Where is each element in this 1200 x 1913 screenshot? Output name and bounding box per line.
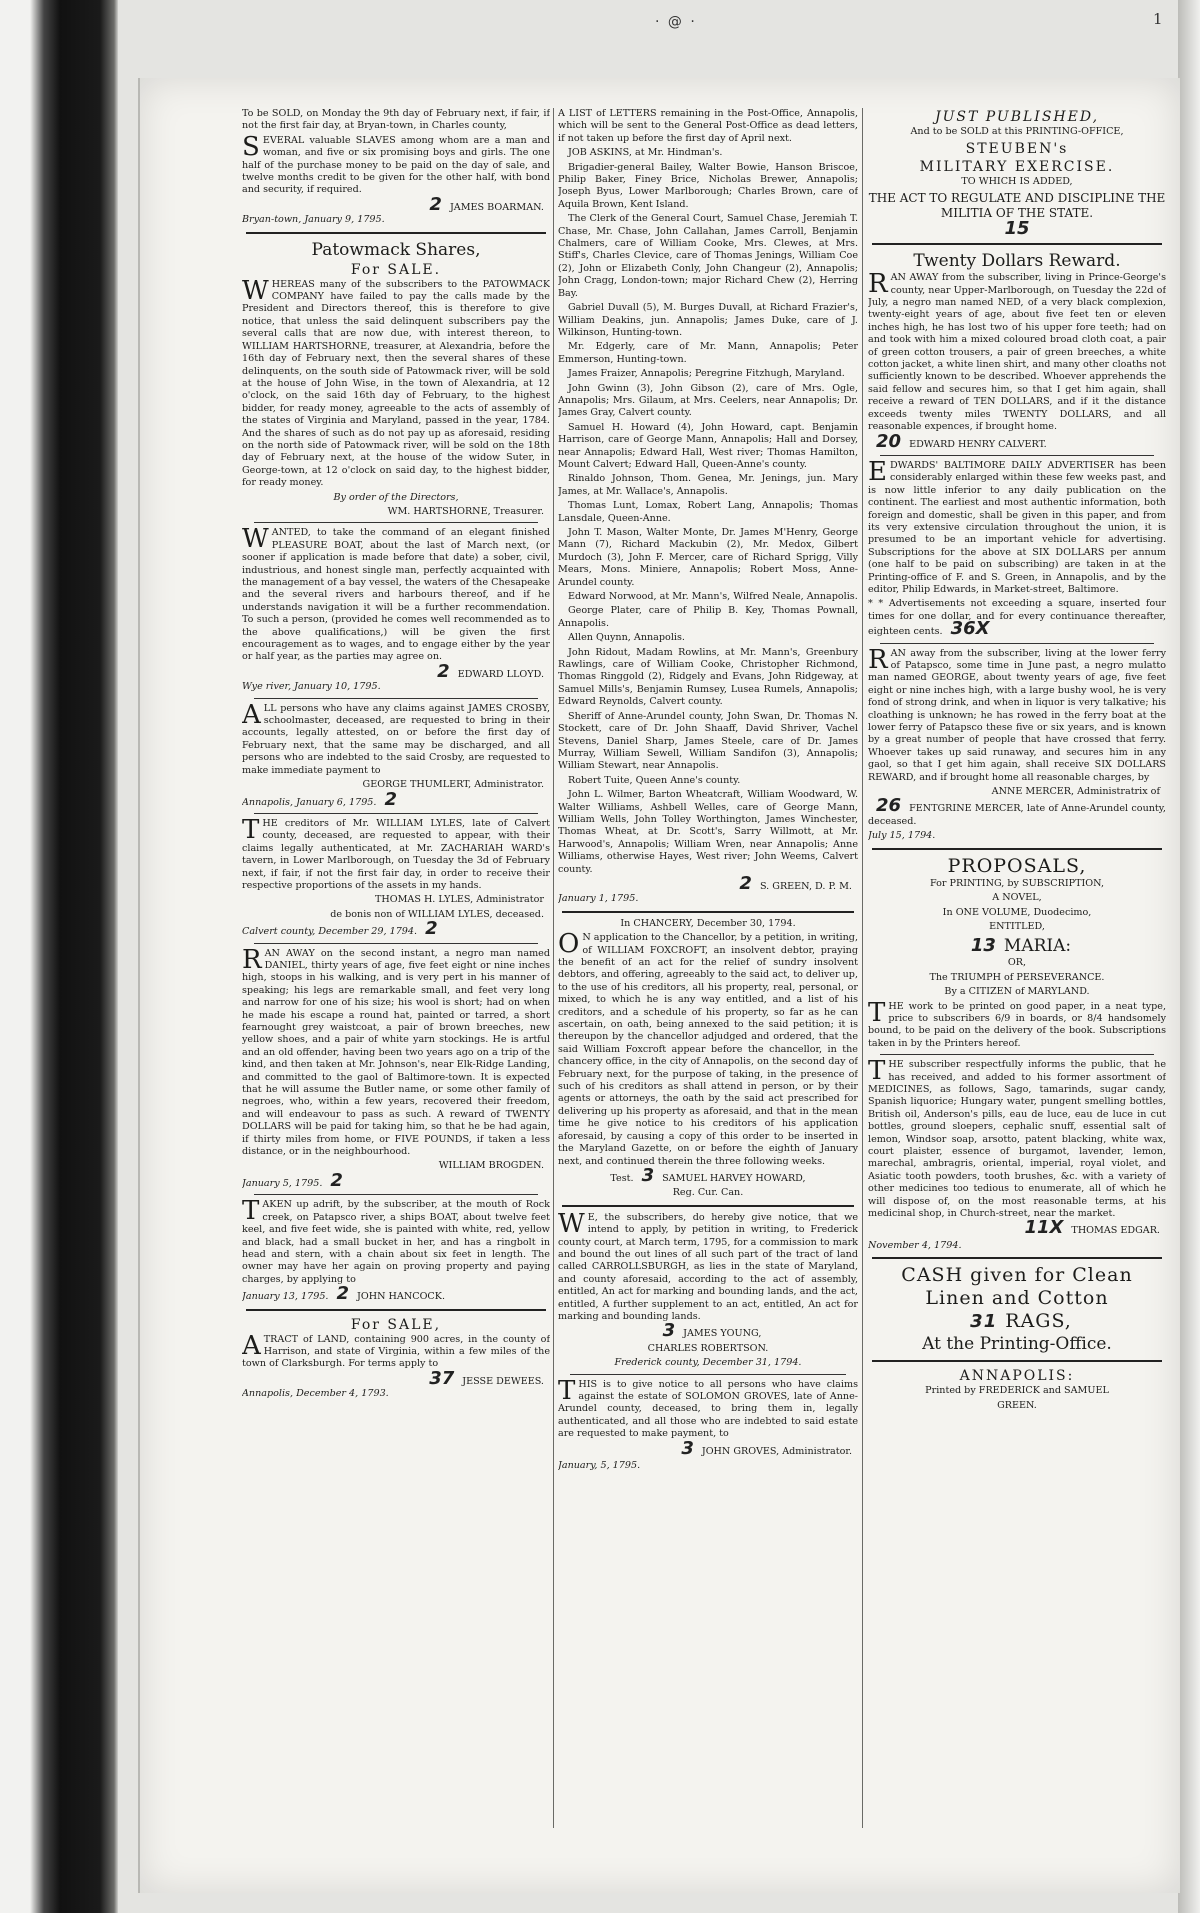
divider [254,943,538,944]
ad-cash-for-rags [868,1264,1166,1355]
imprint-line: GREEN. [997,1399,1037,1411]
dateline: July 15, 1794. [868,830,936,842]
handwritten-mark: 2 [384,788,397,810]
signature: JAMES YOUNG, [683,1328,762,1340]
divider [872,243,1162,245]
dateline: Frederick county, December 31, 1794. [614,1357,802,1369]
ad-steuben-exercise [868,108,1166,238]
dateline: January 1, 1795. [558,893,639,905]
ad-line: MARIA: [1003,936,1072,957]
ad-line: Linen and Cotton [925,1287,1109,1310]
handwritten-mark: 2 [330,1169,343,1191]
divider [872,1257,1162,1259]
letter-entry: Rinaldo Johnson, Thom. Genea, Mr. Jenings, jun. Mary James, at Mr. Wallace's, Annapolis. [558,473,858,497]
ad-boarman-slaves [242,108,550,227]
divider [562,911,854,913]
signature: WILLIAM BROGDEN. [438,1160,544,1172]
ad-line: ENTITLED, [989,920,1045,932]
handwritten-mark: 2 [739,872,752,894]
letter-entry: Samuel H. Howard (4), John Howard, capt. Benjamin Harrison, care of George Mann, Annapolis; Hall and Dorsey, near Annapolis; Edward Hall, West river; Thomas Hamilton, Mount Calvert; Edward Hall, Queen-Anne's county. [558,421,858,470]
ad-crosby-estate [242,699,550,810]
imprint-line: ANNAPOLIS: [959,1368,1075,1385]
ad-body: THE creditors of Mr. WILLIAM LYLES, late of Calvert county, deceased, are requested to appear, with their claims legally authenticated, at Mr. ZACHARIAH WARD's tavern, in Lower Marlborough, on Tuesday the 3d of February next, if fair, if not the first fair day, in order to receive their respective proportions of the assets in my hands. [242,814,550,891]
handwritten-mark: 2 [437,660,450,682]
handwritten-mark: 2 [429,193,442,215]
ad-body: ATRACT of LAND, containing 900 acres, in the county of Harrison, and state of Virginia, within a few miles of the town of Clarksburgh. For terms apply to [242,1330,550,1370]
dateline: November 4, 1794. [868,1239,962,1251]
page-number: 1 [1153,10,1163,28]
handwritten-mark: 26 [876,795,902,817]
ad-edwards-advertiser [868,456,1166,640]
scan-right-margin [1178,0,1200,1913]
letter-entry: James Fraizer, Annapolis; Peregrine Fitzhugh, Maryland. [568,368,845,380]
ad-title: For SALE, [350,1316,442,1333]
scan-left-margin [0,0,118,1913]
divider [246,232,546,234]
ad-line: For PRINTING, by SUBSCRIPTION, [930,877,1104,889]
handwritten-mark: 3 [662,1320,676,1342]
signature: EDWARD LLOYD. [457,668,544,680]
ad-title: A LIST of LETTERS remaining in the Post-Office, Annapolis, which will be sent to the General Post-Office as dead letters, if not taken up before the first day of April next. [558,108,858,144]
letter-entry: John Ridout, Madam Rowlins, at Mr. Mann's, Greenbury Rawlings, care of William Cooke, Christopher Richmond, Thomas Ringgold (2), Ridgely and Evans, John Ridgeway, at Samuel Mills's, Benjamin Rumsey, Lusea Rumels, Annapolis; Edward Reynolds, Calvert county. [558,646,858,708]
signature-line-2: FENTGRINE MERCER, late of Anne-Arundel county, deceased. [868,803,1166,827]
ad-carrollsburgh [558,1208,858,1370]
dateline: Bryan-town, January 9, 1795. [242,214,385,226]
signature: SAMUEL HARVEY HOWARD, [662,1172,806,1184]
ad-line: At the Printing-Office. [922,1334,1112,1355]
letter-entry: Brigadier-general Bailey, Walter Bowie, Hanson Briscoe, Philip Baker, Finey Brice, Nicholas Brewer, Annapolis; Joseph Byus, Lower Marlborough; Charles Brown, care of Aquila Brown, Kent Island. [558,161,858,210]
ad-subtitle: For SALE. [350,261,442,278]
handwritten-mark: 37 [429,1367,455,1389]
dateline: January 13, 1795. [242,1291,329,1303]
ad-dewees-land [242,1316,550,1401]
ad-line: In ONE VOLUME, Duodecimo, [942,906,1092,918]
dateline: Annapolis, December 4, 1793. [242,1388,389,1400]
divider [570,1374,846,1375]
ad-body: TAKEN up adrift, by the subscriber, at the mouth of Rock creek, on Patapsco river, a ships BOAT, about twelve feet keel, and five feet wide, she is painted with white, red, yellow and black, had a small bucket in her, and has a ringbolt in head and stern, with a chain about six feet in length. The owner may have her again on proving property and paying charges, by applying to [242,1196,550,1285]
signature: THOMAS H. LYLES, Administrator [374,894,544,906]
ad-letter-list [558,108,858,906]
divider [254,522,538,523]
divider [254,698,538,699]
signature: JAMES BOARMAN. [449,201,544,213]
signature: GEORGE THUMLERT, Administrator. [362,779,544,791]
ad-body: RAN away from the subscriber, living at the lower ferry of Patapsco, some time in June past, a negro mulatto man named GEORGE, about twenty years of age, five feet eight or nine inches high, with a large bushy wool, he is very fond of strong drink, and when in liquor is very talkative; his cloathing is unknown; he has rowed in the ferry boat at the lower ferry of Patapsco these five or six years, and is known by a great number of people that have crossed that ferry. Whoever takes up said runaway, and secures him in any gaol, so that I get him again, shall receive SIX DOLLARS REWARD, and if brought home all reasonable charges, by [868,644,1166,783]
ad-line: THE ACT TO REGULATE AND DISCIPLINE THE MILITIA OF THE STATE. [868,190,1166,220]
ad-body: WE, the subscribers, do hereby give notice, that we intend to apply, by petition in writing, to Frederick county court, at March term, 1795, for a commission to mark and bound the out lines of all such part of the tract of land called CARROLLSBURGH, as lies in the state of Maryland, and county aforesaid, according to the act of assembly, entitled, An act for marking and bounding lands, and the act, entitled, A further supplement to an act, entitled, An act for marking and bounding lands. [558,1208,858,1322]
ad-maria-novel [868,855,1166,1050]
letter-entry: Thomas Lunt, Lomax, Robert Lang, Annapolis; Thomas Lansdale, Queen-Anne. [558,500,858,524]
imprint [868,1367,1166,1412]
ad-body: SEVERAL valuable SLAVES among whom are a man and woman, and five or six promising boys and girls. The one half of the purchase money to be paid on the day of sale, and twelve months credit to be given for the other half, with bond and security, if required. [242,131,550,196]
ad-lyles-creditors [242,814,550,940]
ad-title: PROPOSALS, [947,854,1087,877]
letter-entry: John T. Mason, Walter Monte, Dr. James M'Henry, George Mann (7), Richard Mackubin (2), Mr. Medox, Gilbert Murdoch (3), John F. Mercer, care of Richard Sprigg, Villy Mears, Mons. Miniere, Annapolis; Robert Moss, Anne-Arundel county. [558,527,858,588]
signature-line-2: de bonis non of WILLIAM LYLES, deceased. [330,908,544,920]
letter-entry: Sheriff of Anne-Arundel county, John Swan, Dr. Thomas N. Stockett, care of Dr. John Shaaff, David Shriver, Vachel Stevens, Daniel Sharp, James Steele, care of Dr. James Murray, William Sewell, William Sandifon (3), Annapolis; William Stewart, near Annapolis. [558,710,858,772]
divider [562,1205,854,1207]
dateline: Wye river, January 10, 1795. [242,681,381,693]
column-rule [862,108,863,1828]
letter-entry: John L. Wilmer, Barton Wheatcraft, William Woodward, W. Walter Williams, Ashbell Welles, care of George Mann, William Wells, John Tolley Worthington, James Winchester, Thomas Wheat, at Dr. Scott's, Sarry Willmott, at Mr. Harwood's, Annapolis; William Wren, near Annapolis; Anne Williams, otherwise Hayes, West river; John Weems, Calvert county. [558,789,858,875]
ad-line: RAGS, [1005,1310,1072,1333]
ad-body: THIS is to give notice to all persons who have claims against the estate of SOLOMON GROVES, late of Anne-Arundel county, deceased, to bring them in, legally authenticated, and all those who are indebted to said estate are requested to make payment, to [558,1375,858,1440]
letter-entries [558,147,858,876]
ad-body: WHEREAS many of the subscribers to the PATOWMACK COMPANY have failed to pay the calls made by the President and Directors thereof, this is therefore to give notice, that unless the said delinquent subscribers pay the several calls that are now due, with interest thereon, to WILLIAM HARTSHORNE, treasurer, at Alexandria, before the 16th day of February next, then the several shares of these delinquents, on the south side of Patowmack river, will be sold at the house of John Wise, in the town of Alexandria, at 12 o'clock, on the said 16th day of February, to the highest bidder, for ready money, agreeable to the acts of assembly of the states of Virginia and Maryland, passed in the year, 1784. And the shares of such as do not pay up as aforesaid, residing on the north side of Patowmack river, will be sold on the 18th day of February next, at the house of the widow Suter, in George-town, at 12 o'clock on said day, to the highest bidder, for ready money. [242,275,550,489]
dateline: January 5, 1795. [242,1177,323,1189]
ad-hancock-boat [242,1196,550,1305]
handwritten-mark: 11X [1024,1217,1064,1239]
handwritten-mark: 2 [336,1283,350,1305]
ad-line: And to be SOLD at this PRINTING-OFFICE, [910,126,1124,137]
letter-entry: Gabriel Duvall (5), M. Burges Duvall, at Richard Frazier's, William Deakins, jun. Annapolis; James Duke, care of J. Wilkinson, Hunting-town. [558,302,858,338]
divider [246,1309,546,1311]
letter-entry: Robert Tuite, Queen Anne's county. [568,774,741,786]
handwritten-mark: 2 [425,918,438,940]
dateline: Annapolis, January 6, 1795. [242,796,377,808]
signature-line-2: CHARLES ROBERTSON. [647,1342,769,1354]
ad-title: JUST PUBLISHED, [934,109,1100,125]
ad-intro: To be SOLD, on Monday the 9th day of February next, if fair, if not the first fair day, at Bryan-town, in Charles county, [242,108,550,132]
ad-body: RAN AWAY on the second instant, a negro man named DANIEL, thirty years of age, five feet eight or nine inches high, stoops in his walking, and is very pert in his manner of speaking; his legs are remarkable small, and feet very long and narrow for one of his size; his wool is short; had on when he made his escape a round hat, painted or tarred, a short fearnought grey waistcoat, a pair of brown breeches, new yellow shoes, and a pair of white yarn stockings. He is artful and an old offender, having been two years ago on a trip of the kind, and then taken at Mr. Johnson's, near Elk-Ridge Landing, and committed to the gaol of Baltimore-town. It is expected that he will assume the Butler name, or some other family of negroes, who, within a few years, recovered their freedom, and will endeavour to pass as such. A reward of TWENTY DOLLARS will be paid for taking him, so that he be had again, if thirty miles from home, or FIVE POUNDS, if taken a less distance, or in the neighbourhood. [242,944,550,1158]
letter-entry: The Clerk of the General Court, Samuel Chase, Jeremiah T. Chase, Mr. Chase, John Callahan, James Carroll, Benjamin Chalmers, care of William Cooke, Mrs. Clewes, at Mrs. Stiff's, Charles Clevice, care of Thomas Jenings, William Coe (2), John or Elizabeth Conly, John Changeur (2), Annapolis; John Cragg, London-town; major Richard Chew (2), Herring Bay. [558,213,858,299]
ad-edgar-medicines [868,1056,1166,1252]
column-2 [558,108,858,1828]
ad-title: Twenty Dollars Reward. [913,251,1121,272]
ad-line: STEUBEN's [965,141,1069,158]
divider [880,455,1154,456]
signature: JOHN GROVES, Administrator. [701,1445,852,1457]
signature: THOMAS EDGAR. [1071,1225,1160,1237]
ad-line: MILITARY EXERCISE. [919,159,1115,176]
ad-line: A NOVEL, [992,892,1042,904]
divider [872,1360,1162,1362]
divider [880,643,1154,644]
ad-line: CASH given for Clean [901,1264,1133,1287]
divider [880,1054,1154,1055]
handwritten-mark: 36X [950,618,990,640]
ad-brogden-runaway [242,944,550,1191]
handwritten-mark: 13 [970,935,996,957]
ad-heading: In CHANCERY, December 30, 1794. [620,917,796,929]
ad-body: THE work to be printed on good paper, in a neat type, price to subscribers 6/9 in boards, or 8/4 handsomely bound, to be paid on the delivery of the book. Subscriptions taken in by the Printers hereof. [868,997,1166,1049]
ad-order: By order of the Directors, [333,491,459,503]
ad-title: Patowmack Shares, [311,239,481,260]
divider [254,813,538,814]
handwritten-mark: 31 [970,1311,998,1333]
ad-note: * * Advertisements not exceeding a square, inserted four times for one dollar, and for every continuance thereafter, eighteen cents. [868,598,1166,638]
letter-entry: Allen Quynn, Annapolis. [568,632,685,644]
column-rule [553,108,554,1828]
handwritten-mark: 3 [681,1437,694,1459]
ad-body: WANTED, to take the command of an elegant finished PLEASURE BOAT, about the last of March next, (or sooner if application is made before that date) a sober, civil, industrious, and honest single man, perfectly acquainted with the management of a bay vessel, the waters of the Chesapeake and the several rivers and harbours thereof, and if he understands navigation it will be a further recommendation. To such a person, (provided he comes well recommended as to the above qualifications,) will be given the first encouragement as to wages, and to engage either by the year or half year, as the parties may agree on. [242,524,550,663]
handwritten-mark: 20 [876,430,902,452]
ad-chancery-foxcroft [558,918,858,1200]
ad-mercer-runaway [868,644,1166,843]
ad-groves-estate [558,1375,858,1473]
dateline: January, 5, 1795. [558,1460,641,1472]
handwritten-mark: 15 [1004,217,1030,239]
handwritten-mark: 3 [641,1164,655,1186]
ad-line: TO WHICH IS ADDED, [961,176,1073,188]
column-3 [868,108,1166,1828]
signature: ANNE MERCER, Administratrix of [991,786,1160,798]
letter-entry: JOB ASKINS, at Mr. Hindman's. [568,147,723,159]
column-1 [242,108,550,1828]
ad-line: The TRIUMPH of PERSEVERANCE. [929,971,1105,983]
dateline: Calvert county, December 29, 1794. [242,926,418,938]
ad-body: THE subscriber respectfully informs the public, that he has received, and added to his former assortment of MEDICINES, as follows, Sago, tamarinds, sugar candy, Spanish liquorice; Hungary water, pungent smelling bottles, British oil, Anderson's pills, eau de luce, eau de luce in cut bottles, ground sloepers, cephalic snuff, essential salt of lemon, Windsor soap, arsotto, patent blacking, white wax, court plaister, essence of burgamot, lavender, lemon, marechal, ambragris, oriental, imperial, royal violet, and Asiatic tooth powders, tooth brushes, &c. with a variety of other medicines too tedious to enumerate, all of which he will dispose of, on the most reasonable terms, at his medicinal shop, in Church-street, near the market. [868,1056,1166,1220]
signature: EDWARD HENRY CALVERT. [909,438,1047,450]
divider [872,848,1162,850]
letter-entry: George Plater, care of Philip B. Key, Thomas Pownall, Annapolis. [558,605,858,629]
letter-entry: Mr. Edgerly, care of Mr. Mann, Annapolis; Peter Emmerson, Hunting-town. [558,341,858,365]
ad-lloyd-pleasure-boat [242,524,550,693]
ad-line: OR, [1007,957,1027,969]
test-label: Test. [610,1172,634,1184]
top-marks: · @ · [655,14,697,30]
ad-line: By a CITIZEN of MARYLAND. [944,986,1090,998]
signature: JOHN HANCOCK. [357,1291,445,1303]
divider [254,1194,538,1195]
ad-calvert-reward [868,250,1166,451]
ad-body: ALL persons who have any claims against JAMES CROSBY, schoolmaster, deceased, are requested to bring in their accounts, legally attested, on or before the first day of February next, that the same may be discharged, and all persons who are indebted to the said Crosby, are requested to make immediate payment to [242,699,550,776]
letter-entry: John Gwinn (3), John Gibson (2), care of Mrs. Ogle, Annapolis; Mrs. Gilaum, at Mrs. Ceelers, near Annapolis; Dr. James Gray, Calvert county. [558,382,858,419]
imprint-line: Printed by FREDERICK and SAMUEL [925,1385,1109,1397]
signature: JESSE DEWEES. [462,1375,544,1387]
letter-entry: Edward Norwood, at Mr. Mann's, Wilfred Neale, Annapolis. [568,591,858,603]
ad-patowmack-shares [242,239,550,519]
signature: S. GREEN, D. P. M. [759,880,852,892]
ad-body: EDWARDS' BALTIMORE DAILY ADVERTISER has been considerably enlarged within these few weeks past, and is now little inferior to any daily publication on the continent. The earliest and most authentic information, both foreign and domestic, shall be given in this paper, and from its very extensive circulation throughout the union, it is presumed to be an important vehicle for advertising. Subscriptions for the above at SIX DOLLARS per annum (one half to be paid on subscribing) are taken in at the Printing-office of F. and S. Green, in Annapolis, and by the editor, Philip Edwards, in Market-street, Baltimore. [868,456,1166,595]
signature: WM. HARTSHORNE, Treasurer. [387,505,544,517]
signature-line-2: Reg. Cur. Can. [672,1187,744,1199]
ad-body: ON application to the Chancellor, by a petition, in writing, of WILLIAM FOXCROFT, an insolvent debtor, praying the benefit of an act for the relief of sundry insolvent debtors, and offering, agreeably to the said act, to deliver up, to the use of his creditors, all his property, real, personal, or mixed, to which he is any way entitled, and a list of his creditors, and a schedule of his property, so far as he can ascertain, on oath, being annexed to the said petition; it is thereupon by the chancellor adjudged and ordered, that the said William Foxcroft appear before the chancellor, in the chancery office, in the city of Annapolis, on the second day of February next, for the purpose of taking, in the presence of such of his creditors as shall attend in person, or by their agents or attorneys, the oath by the said act prescribed for delivering up his property as aforesaid, and that in the mean time he give notice to his creditors of his application aforesaid, by causing a copy of this order to be inserted in the Maryland Gazette, on or before the eighth of January next, and continued therein the three following weeks. [558,929,858,1167]
ad-body: RAN AWAY from the subscriber, living in Prince-George's county, near Upper-Marlborough, on Tuesday the 22d of July, a negro man named NED, of a very black complexion, twenty-eight years of age, about five feet ten or eleven inches high, he has lost two of his upper fore teeth; had on and took with him a mixed coloured broad cloth coat, a pair of green cotton trousers, a pair of green breeches, a white cotton jacket, a white linen shirt, and many other cloaths not sufficiently known to be described. Whoever apprehends the said fellow and secures him, so that I get him again, shall receive a reward of TEN DOLLARS, and if it the distance exceeds twenty miles TWENTY DOLLARS, and all reasonable expences, if brought home. [868,269,1166,433]
